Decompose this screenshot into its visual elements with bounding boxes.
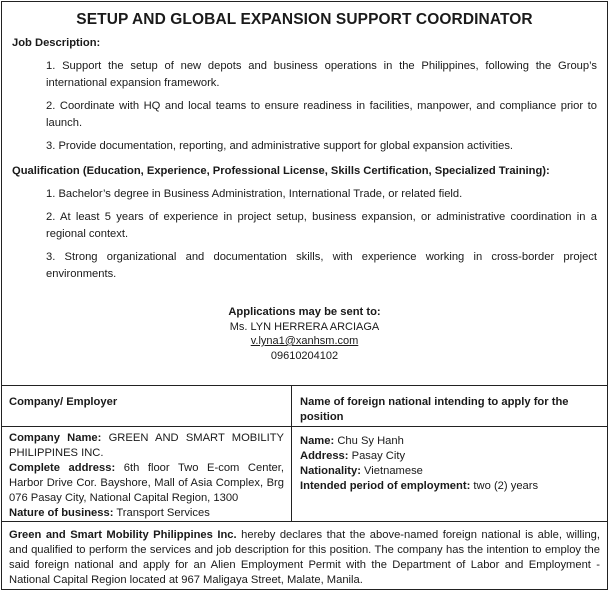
company-name-label: Company Name:	[9, 432, 102, 444]
company-address-label: Complete address:	[9, 462, 116, 474]
company-details	[2, 427, 292, 521]
qualification-heading: Qualification (Education, Experience, Professional License, Skills Certification, Specialized Training):	[12, 164, 550, 177]
fn-name-value: Chu Sy Hanh	[337, 435, 404, 447]
declaration-company: Green and Smart Mobility Philippines Inc.	[9, 529, 237, 541]
company-address-value: 6th floor Two E-com Center, Harbor Drive Cor. Bayshore, Mall of Asia Complex, Brg 076 Pasay City, National Capital Region, 1300	[9, 462, 284, 504]
fn-nationality-value: Vietnamese	[364, 465, 423, 477]
fn-nationality-label: Nationality:	[300, 465, 361, 477]
applications-block	[2, 305, 607, 363]
declaration-text: hereby declares that the above-named foreign national is able, willing, and qualified to perform the services and job description for this position. The company has the intention to employ the said foreign national and apply for an Alien Employment Permit with the Department of Labor and Employment -National Capital Region located at 967 Maligaya Street, Malate, Manila.	[9, 529, 601, 586]
fn-name-label: Name:	[300, 435, 335, 447]
contact-phone: 09610204102	[270, 349, 339, 362]
fn-address-label: Address:	[300, 450, 349, 462]
employer-foreign-national-table	[2, 385, 607, 588]
contact-email-link[interactable]: v.lyna1@xanhsm.com	[250, 335, 359, 347]
fn-period-label: Intended period of employment:	[300, 480, 471, 492]
list-item: 3. Strong organizational and documentation skills, with experience working in cross-border project environments.	[46, 251, 597, 280]
list-item: 1. Bachelor’s degree in Business Administration, International Trade, or related field.	[46, 187, 463, 200]
business-nature-label: Nature of business:	[9, 507, 114, 519]
declaration-paragraph	[2, 522, 607, 588]
list-item: 2. Coordinate with HQ and local teams to ensure readiness in facilities, manpower, and compliance prior to launch.	[46, 100, 597, 129]
list-item: 1. Support the setup of new depots and business operations in the Philippines, following the Group’s international expansion framework.	[46, 60, 597, 89]
applications-label: Applications may be sent to:	[228, 306, 381, 318]
company-name-value: GREEN AND SMART MOBILITY PHILIPPINES INC.	[9, 432, 284, 459]
col1-header: Company/ Employer	[2, 386, 292, 426]
job-posting-document	[1, 1, 608, 590]
list-item: 2. At least 5 years of experience in project setup, business expansion, or administrative coordination in a regional context.	[46, 211, 597, 240]
job-description-list	[46, 58, 597, 155]
fn-period-value: two (2) years	[473, 480, 539, 492]
col2-header: Name of foreign national intending to apply for the position	[300, 396, 569, 423]
table-header-row	[2, 386, 607, 427]
fn-address-value: Pasay City	[351, 450, 406, 462]
job-description-heading: Job Description:	[12, 37, 101, 49]
table-row	[2, 427, 607, 522]
foreign-national-details	[292, 427, 607, 521]
qualification-list	[46, 186, 597, 283]
list-item: 3. Provide documentation, reporting, and administrative support for global expansion activities.	[46, 140, 514, 152]
contact-name: Ms. LYN HERRERA ARCIAGA	[229, 320, 380, 333]
business-nature-value: Transport Services	[116, 507, 210, 519]
page-title: SETUP AND GLOBAL EXPANSION SUPPORT COORDINATOR	[76, 11, 533, 28]
